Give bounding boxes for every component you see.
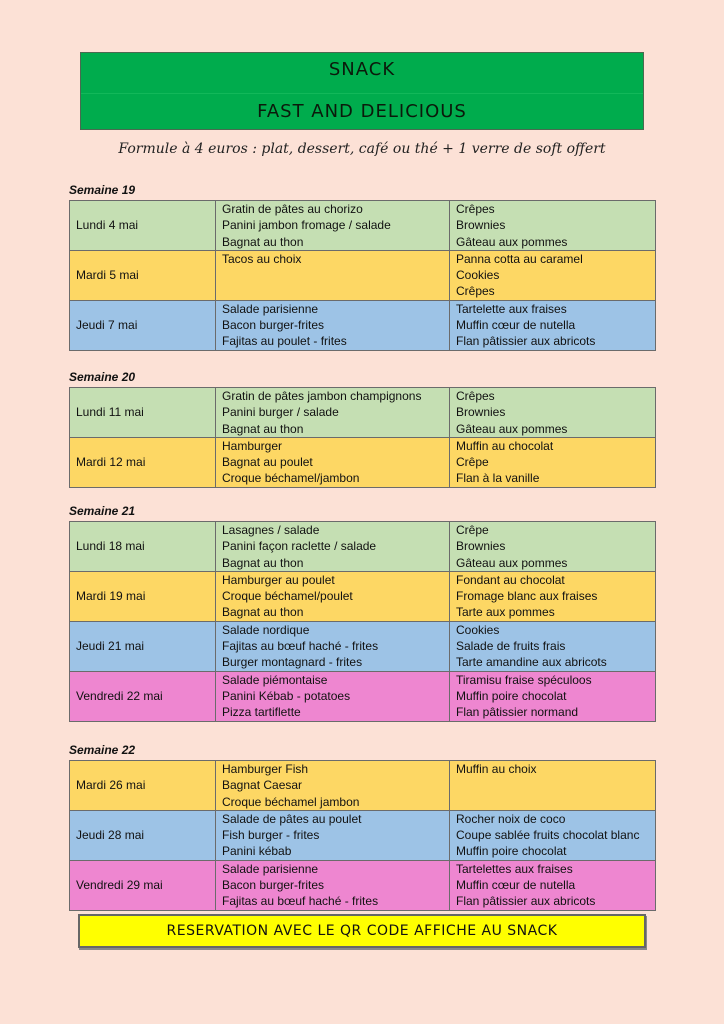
dessert-item: Salade de fruits frais	[456, 639, 566, 654]
dessert-item: Muffin au choix	[456, 762, 537, 776]
header-banner	[80, 52, 644, 130]
dessert-item: Crêpes	[456, 202, 495, 216]
main-dish-item: Pizza tartiflette	[222, 705, 301, 720]
main-dish-item: Salade nordique	[222, 622, 310, 637]
desserts-cell	[450, 300, 656, 350]
dessert-item: Brownies	[456, 218, 506, 233]
table-row	[70, 437, 656, 487]
main-dish-item: Bagnat Caesar	[222, 778, 303, 793]
main-dish-item: Fajitas au bœuf haché - frites	[222, 639, 379, 654]
table-row	[70, 250, 656, 300]
day-cell: Lundi 11 mai	[70, 388, 216, 438]
main-dishs-cell	[216, 810, 450, 860]
main-dishs-cell	[216, 300, 450, 350]
day-cell: Mardi 5 mai	[70, 250, 216, 300]
main-dishs-cell	[216, 522, 450, 572]
main-dish-item: Panini burger / salade	[222, 405, 339, 420]
table-row	[70, 388, 656, 438]
dessert-item: Crêpe	[456, 523, 489, 537]
main-dish-item: Burger montagnard - frites	[222, 655, 363, 670]
dessert-item: Gâteau aux pommes	[456, 555, 568, 570]
main-dish-item: Panini kébab	[222, 844, 292, 859]
main-dishs-cell	[216, 437, 450, 487]
dessert-item: Muffin cœur de nutella	[456, 878, 576, 893]
main-dish-item: Croque béchamel/jambon	[222, 471, 360, 486]
main-dishs-cell	[216, 388, 450, 438]
desserts-cell	[450, 437, 656, 487]
main-dishs-cell	[216, 860, 450, 910]
main-dish-item: Salade parisienne	[222, 861, 319, 876]
main-dishs-cell	[216, 761, 450, 811]
day-cell: Jeudi 7 mai	[70, 300, 216, 350]
main-dish-item: Fish burger - frites	[222, 828, 320, 843]
week-menu-table	[69, 387, 656, 488]
day-cell: Mardi 26 mai	[70, 761, 216, 811]
week-label: Semaine 20	[69, 370, 136, 384]
main-dishs-cell	[216, 571, 450, 621]
main-dish-item: Hamburger au poulet	[222, 572, 335, 587]
dessert-item: Gâteau aux pommes	[456, 421, 568, 436]
reservation-banner: RESERVATION AVEC LE QR CODE AFFICHE AU SNACK	[78, 914, 646, 948]
dessert-item: Crêpes	[456, 389, 495, 403]
header-subtitle: FAST AND DELICIOUS	[257, 101, 467, 122]
main-dish-item: Panini façon raclette / salade	[222, 539, 377, 554]
formula-text: Formule à 4 euros : plat, dessert, café ou thé + 1 verre de soft offert	[118, 141, 606, 157]
main-dishs-cell	[216, 201, 450, 251]
main-dishs-cell	[216, 621, 450, 671]
dessert-item: Crêpes	[456, 284, 495, 299]
dessert-item: Brownies	[456, 539, 506, 554]
main-dish-item: Bagnat au poulet	[222, 455, 313, 470]
week-label: Semaine 19	[69, 183, 136, 197]
desserts-cell	[450, 671, 656, 721]
dessert-item: Muffin poire chocolat	[456, 688, 567, 703]
dessert-item: Tartelettes aux fraises	[456, 861, 573, 876]
main-dish-item: Bagnat au thon	[222, 555, 304, 570]
dessert-item: Gâteau aux pommes	[456, 234, 568, 249]
main-dish-item: Tacos au choix	[222, 251, 302, 266]
dessert-item: Tiramisu fraise spéculoos	[456, 672, 592, 687]
desserts-cell	[450, 250, 656, 300]
main-dish-item: Bagnat au thon	[222, 421, 304, 436]
day-cell: Jeudi 21 mai	[70, 621, 216, 671]
day-cell: Lundi 4 mai	[70, 201, 216, 251]
main-dish-item: Croque béchamel/poulet	[222, 589, 353, 604]
main-dish-item: Panini jambon fromage / salade	[222, 218, 391, 233]
week-menu-table	[69, 521, 656, 722]
table-row	[70, 522, 656, 572]
dessert-item: Coupe sablée fruits chocolat blanc	[456, 828, 640, 843]
desserts-cell	[450, 761, 656, 811]
main-dish-item: Gratin de pâtes au chorizo	[222, 202, 363, 216]
main-dish-item: Salade piémontaise	[222, 672, 328, 687]
dessert-item: Rocher noix de coco	[456, 811, 566, 826]
main-dish-item: Fajitas au bœuf haché - frites	[222, 894, 379, 909]
table-row	[70, 810, 656, 860]
dessert-item: Cookies	[456, 622, 500, 637]
main-dish-item: Hamburger Fish	[222, 762, 309, 776]
desserts-cell	[450, 388, 656, 438]
desserts-cell	[450, 522, 656, 572]
main-dish-item: Hamburger	[222, 438, 283, 453]
dessert-item: Muffin cœur de nutella	[456, 318, 576, 333]
table-row	[70, 201, 656, 251]
dessert-item: Tarte aux pommes	[456, 605, 555, 620]
dessert-item: Cookies	[456, 268, 500, 283]
dessert-item: Flan pâtissier aux abricots	[456, 894, 596, 909]
dessert-item: Crêpe	[456, 455, 489, 470]
day-cell: Lundi 18 mai	[70, 522, 216, 572]
desserts-cell	[450, 201, 656, 251]
table-row	[70, 571, 656, 621]
main-dish-item: Bacon burger-frites	[222, 878, 325, 893]
dessert-item: Fromage blanc aux fraises	[456, 589, 598, 604]
desserts-cell	[450, 860, 656, 910]
dessert-item: Muffin poire chocolat	[456, 844, 567, 859]
desserts-cell	[450, 621, 656, 671]
desserts-cell	[450, 571, 656, 621]
dessert-item: Flan pâtissier normand	[456, 705, 579, 720]
main-dishs-cell	[216, 671, 450, 721]
dessert-item: Flan pâtissier aux abricots	[456, 334, 596, 349]
main-dish-item: Gratin de pâtes jambon champignons	[222, 389, 422, 403]
day-cell: Vendredi 22 mai	[70, 671, 216, 721]
week-label: Semaine 22	[69, 743, 136, 757]
main-dish-item: Bacon burger-frites	[222, 318, 325, 333]
day-cell: Jeudi 28 mai	[70, 810, 216, 860]
table-row	[70, 761, 656, 811]
header-divider	[81, 93, 643, 94]
main-dish-item: Salade de pâtes au poulet	[222, 811, 362, 826]
table-row	[70, 860, 656, 910]
main-dish-item: Salade parisienne	[222, 301, 319, 316]
dessert-item: Tartelette aux fraises	[456, 301, 567, 316]
main-dish-item: Croque béchamel jambon	[222, 794, 360, 809]
table-row	[70, 671, 656, 721]
dessert-item: Muffin au chocolat	[456, 438, 554, 453]
day-cell: Vendredi 29 mai	[70, 860, 216, 910]
week-menu-table	[69, 760, 656, 911]
main-dish-item: Fajitas au poulet - frites	[222, 334, 347, 349]
week-label: Semaine 21	[69, 504, 136, 518]
main-dish-item: Lasagnes / salade	[222, 523, 320, 537]
table-row	[70, 621, 656, 671]
header-title: SNACK	[328, 59, 396, 80]
main-dishs-cell	[216, 250, 450, 300]
desserts-cell	[450, 810, 656, 860]
main-dish-item: Bagnat au thon	[222, 605, 304, 620]
dessert-item: Flan à la vanille	[456, 471, 540, 486]
main-dish-item: Panini Kébab - potatoes	[222, 688, 351, 703]
dessert-item: Brownies	[456, 405, 506, 420]
dessert-item: Fondant au chocolat	[456, 572, 565, 587]
main-dish-item: Bagnat au thon	[222, 234, 304, 249]
day-cell: Mardi 12 mai	[70, 437, 216, 487]
table-row	[70, 300, 656, 350]
week-menu-table	[69, 200, 656, 351]
dessert-item: Tarte amandine aux abricots	[456, 655, 607, 670]
day-cell: Mardi 19 mai	[70, 571, 216, 621]
dessert-item: Panna cotta au caramel	[456, 251, 583, 266]
